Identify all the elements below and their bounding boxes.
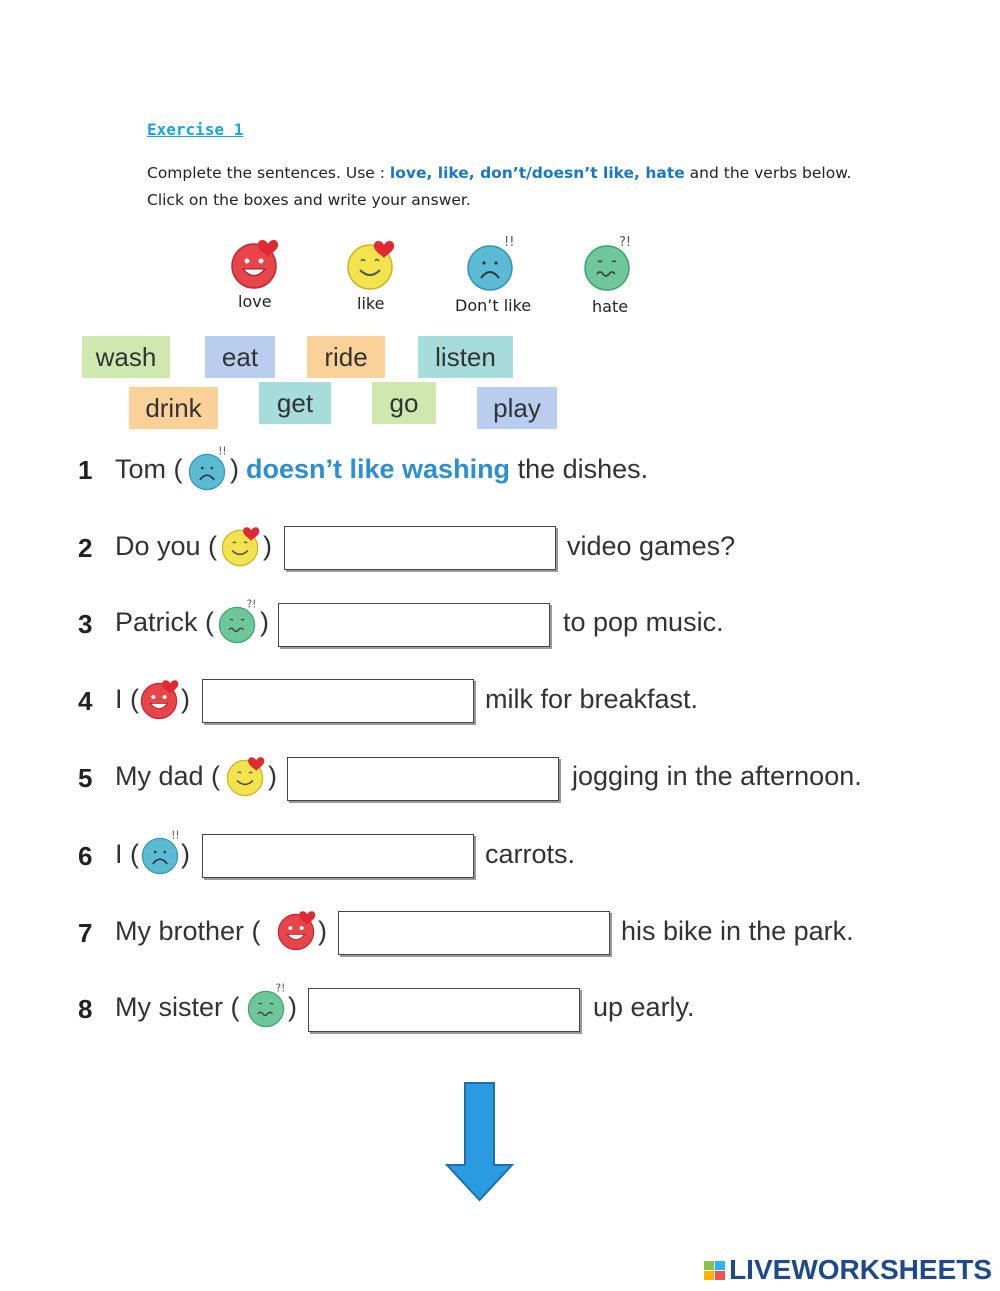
logo-text: LIVEWORKSHEETS xyxy=(729,1254,992,1285)
question-1-rest: the dishes. xyxy=(517,454,649,484)
verb-chip-play: play xyxy=(477,387,557,429)
verb-chip-drink: drink xyxy=(129,387,218,429)
question-5-close: ) xyxy=(268,761,277,791)
verb-chip-listen: listen xyxy=(418,336,513,378)
question-8-close: ) xyxy=(288,992,297,1022)
answer-input-4[interactable] xyxy=(202,679,474,723)
instr-text: Complete the sentences. Use : xyxy=(147,164,390,182)
question-4-close: ) xyxy=(181,684,190,714)
question-4-rest: milk for breakfast. xyxy=(485,684,699,714)
question-8-rest: up early. xyxy=(593,992,695,1022)
question-number-3: 3 xyxy=(78,609,93,639)
liveworksheets-logo[interactable] xyxy=(704,1254,992,1286)
answer-input-7[interactable] xyxy=(338,911,610,955)
hate-face-icon xyxy=(585,235,631,290)
like-face-icon xyxy=(348,241,394,289)
question-2-close: ) xyxy=(263,531,272,561)
q3-hate-icon xyxy=(219,598,256,642)
question-2-subject: Do you ( xyxy=(115,531,218,561)
question-3-close: ) xyxy=(260,607,269,637)
question-number-4: 4 xyxy=(78,686,93,716)
question-number-8: 8 xyxy=(78,994,93,1024)
question-5-subject: My dad ( xyxy=(115,761,221,791)
question-1-subject: Tom ( xyxy=(115,454,183,484)
question-4-subject: I ( xyxy=(115,684,139,714)
exercise-title: Exercise 1 xyxy=(147,120,244,139)
answer-input-3[interactable] xyxy=(278,603,550,647)
question-3-rest: to pop music. xyxy=(563,607,724,637)
legend-label-dont-like: Don’t like xyxy=(455,296,532,315)
question-3-subject: Patrick ( xyxy=(115,607,215,637)
q4-love-icon xyxy=(141,680,178,718)
instr-text-end: and the verbs below. Click on the boxes and write your answer. xyxy=(147,164,852,209)
question-6-close: ) xyxy=(181,839,190,869)
answer-input-6[interactable] xyxy=(202,834,474,878)
answer-input-5[interactable] xyxy=(287,757,559,801)
answer-input-2[interactable] xyxy=(284,526,556,570)
verb-chip-eat: eat xyxy=(205,336,275,378)
instr-highlight: love, like, don’t/doesn’t like, hate xyxy=(389,164,685,182)
question-2-rest: video games? xyxy=(567,531,736,561)
dont-like-face-icon xyxy=(468,235,514,290)
question-5-rest: jogging in the afternoon. xyxy=(572,761,862,791)
question-8-subject: My sister ( xyxy=(115,992,240,1022)
verb-chip-get: get xyxy=(259,382,331,424)
q2-like-icon xyxy=(222,527,259,565)
legend-label-love: love xyxy=(238,292,272,311)
question-6-subject: I ( xyxy=(115,839,139,869)
legend-label-like: like xyxy=(357,294,385,313)
q7-love-icon xyxy=(278,911,315,949)
down-arrow-icon[interactable] xyxy=(447,1083,512,1200)
legend-label-hate: hate xyxy=(592,297,629,316)
question-number-6: 6 xyxy=(78,841,93,871)
example-answer: doesn’t like washing xyxy=(246,454,511,484)
question-7-subject: My brother ( xyxy=(115,916,261,946)
q5-like-icon xyxy=(227,757,264,795)
question-6-rest: carrots. xyxy=(485,839,576,869)
question-number-2: 2 xyxy=(78,533,93,563)
question-1-sentence xyxy=(246,454,648,485)
q6-dont-like-icon xyxy=(142,829,179,873)
question-number-7: 7 xyxy=(78,918,93,948)
question-number-5: 5 xyxy=(78,763,93,793)
question-7-rest: his bike in the park. xyxy=(621,916,854,946)
verb-chip-ride: ride xyxy=(307,336,385,378)
love-face-icon xyxy=(232,240,278,288)
q1-dont-like-icon xyxy=(189,445,226,489)
verb-chip-go: go xyxy=(372,382,436,424)
verb-chip-wash: wash xyxy=(82,336,170,378)
logo-icon xyxy=(704,1261,725,1280)
q8-hate-icon xyxy=(248,982,285,1026)
question-number-1: 1 xyxy=(78,455,93,485)
question-7-close: ) xyxy=(318,916,327,946)
question-1-close: ) xyxy=(230,454,239,484)
answer-input-8[interactable] xyxy=(308,988,580,1032)
